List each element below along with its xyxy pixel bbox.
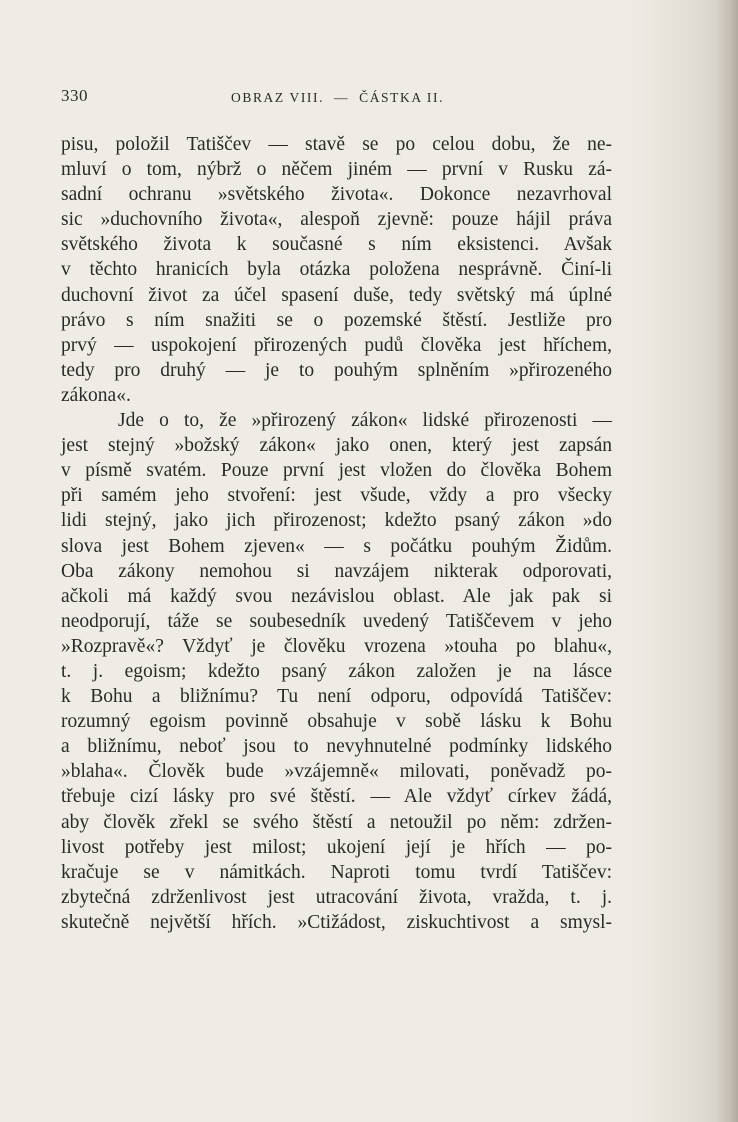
text-line: právo s ním snažiti se o pozemské štěstí. Jestliže pro	[61, 309, 612, 331]
text-line: duchovní život za účel spasení duše, tedy světský má úplné	[61, 284, 612, 306]
text-line: tedy pro druhý — je to pouhým splněním »přirozeného	[61, 359, 612, 381]
page-number: 330	[61, 86, 88, 105]
text-line: k Bohu a bližnímu? Tu není odporu, odpovídá Tatiščev:	[61, 686, 612, 708]
text-line: při samém jeho stvoření: jest všude, vždy a pro všecky	[61, 485, 612, 507]
text-line: sic »duchovního života«, alespoň zjevně: pouze hájil práva	[61, 209, 612, 231]
text-line-paragraph-start: Jde o to, že »přirozený zákon« lidské přirozenosti —	[118, 410, 612, 432]
text-line: prvý — uspokojení přirozených pudů člověka jest hříchem,	[61, 334, 612, 356]
text-line: skutečně největší hřích. »Ctižádost, ziskuchtivost a smysl-	[61, 911, 612, 933]
text-line: t. j. egoism; kdežto psaný zákon založen je na lásce	[61, 660, 612, 682]
text-line: ačkoli má každý svou nezávislou oblast. Ale jak pak si	[61, 585, 612, 607]
text-line: světského života k současné s ním eksistenci. Avšak	[61, 234, 612, 256]
text-line: zbytečná zdrženlivost jest utracování života, vražda, t. j.	[61, 886, 612, 908]
text-line: slova jest Bohem zjeven« — s počátku pouhým Židům.	[61, 535, 612, 557]
text-line: jest stejný »božský zákon« jako onen, který jest zapsán	[61, 435, 612, 457]
text-line: v písmě svatém. Pouze první jest vložen do člověka Bohem	[61, 460, 612, 482]
text-line: livost potřeby jest milost; ukojení její je hřích — po-	[61, 836, 612, 858]
text-line: třebuje cizí lásky pro své štěstí. — Ale vždyť církev žádá,	[61, 786, 612, 808]
text-line-paragraph-end: zákona«.	[61, 384, 131, 406]
text-line: lidi stejný, jako jich přirozenost; kdežto psaný zákon »do	[61, 510, 612, 532]
text-line: rozumný egoism povinně obsahuje v sobě lásku k Bohu	[61, 711, 612, 733]
page-edge-shadow	[716, 0, 738, 1122]
text-line: a bližnímu, neboť jsou to nevyhnutelné podmínky lidského	[61, 736, 612, 758]
running-head: OBRAZ VIII. — ČÁSTKA II.	[231, 90, 445, 105]
text-line: kračuje se v námitkách. Naproti tomu tvrdí Tatiščev:	[61, 861, 612, 883]
text-line: sadní ochranu »světského života«. Dokonce nezavrhoval	[61, 184, 612, 206]
text-line: mluví o tom, nýbrž o něčem jiném — první v Rusku zá-	[61, 159, 612, 181]
text-line: Oba zákony nemohou si navzájem nikterak odporovati,	[61, 560, 612, 582]
text-line: pisu, položil Tatiščev — stavě se po celou dobu, že ne-	[61, 134, 612, 155]
text-line: »blaha«. Člověk bude »vzájemně« milovati, poněvadž po-	[61, 761, 612, 783]
text-line: aby člověk zřekl se svého štěstí a netoužil po něm: zdržen-	[61, 811, 612, 833]
text-line: »Rozpravě«? Vždyť je člověku vrozena »touha po blahu«,	[61, 635, 612, 657]
text-line: neodporují, táže se soubesedník uvedený Tatiščevem v jeho	[61, 610, 612, 632]
body-text	[61, 132, 612, 935]
text-line: v těchto hranicích byla otázka položena nesprávně. Činí-li	[61, 259, 612, 281]
page-header	[61, 86, 661, 110]
